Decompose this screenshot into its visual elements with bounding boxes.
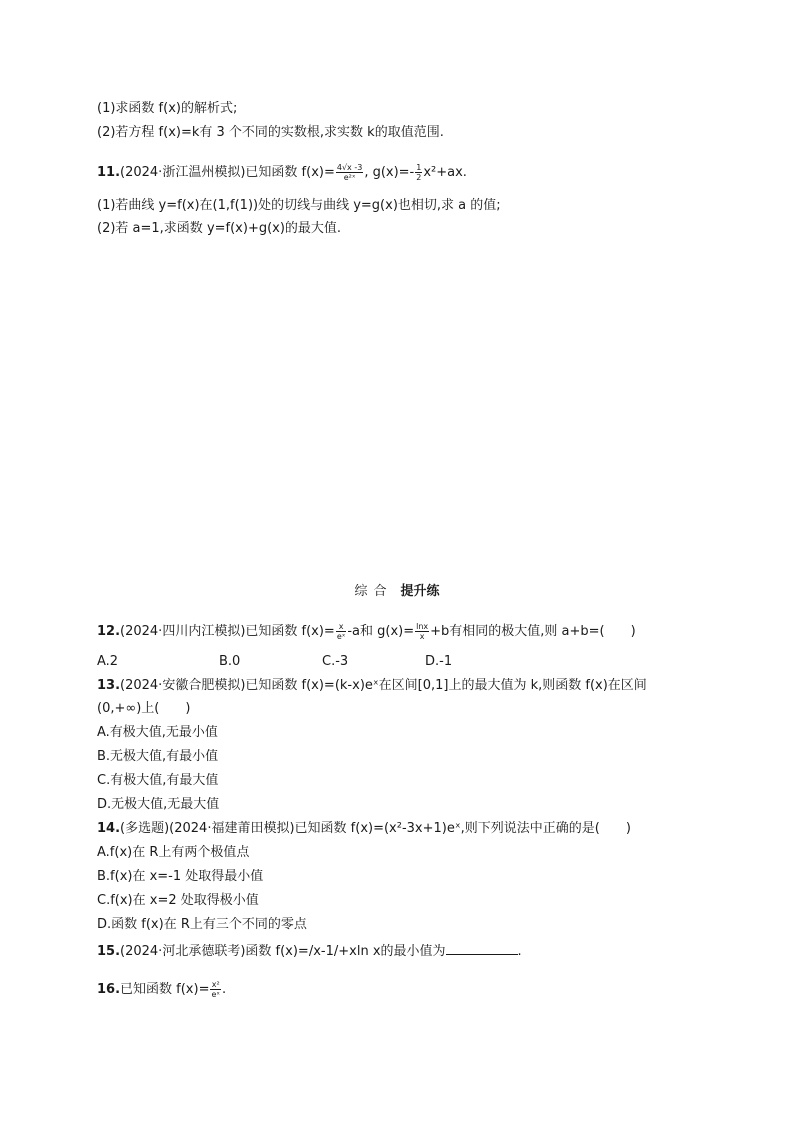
q15-stem-text: (2024·河北承德联考)函数 f(x)=/x-1/+xln x的最小值为 <box>120 944 446 959</box>
section-title <box>0 580 794 599</box>
q15-number: 15. <box>97 944 121 959</box>
q13-line2: (0,+∞)上( ) <box>97 701 191 716</box>
q12-stem <box>97 622 636 641</box>
q12-options <box>97 654 557 670</box>
q11-g-tail: x²+ax. <box>423 165 467 180</box>
q15-stem <box>97 942 522 960</box>
q11-f-fraction: $\frac{4√x -3}{\text{e²ˣ}}$ <box>336 163 363 182</box>
q16-f-fraction: $\frac{\text{x²}}{\text{eˣ}}$ <box>211 980 220 999</box>
q14-number: 14. <box>97 821 121 836</box>
section-title-b: 提升练 <box>400 584 440 599</box>
q16-number: 16. <box>97 982 121 997</box>
q12-g-fraction: $\frac{\ln x}{x}$ <box>416 622 429 641</box>
q11-part2: (2)若 a=1,求函数 y=f(x)+g(x)的最大值. <box>97 221 342 236</box>
q16-end: . <box>221 982 227 997</box>
section-title-a: 综合 <box>354 584 393 599</box>
q11-part1: (1)若曲线 y=f(x)在(1,f(1))处的切线与曲线 y=g(x)也相切,求 a 的值; <box>97 198 501 213</box>
q12-option-b: B.0 <box>219 654 241 669</box>
q12-stem-c: +b有相同的极大值,则 a+b=( ) <box>430 624 636 639</box>
q13-line1-text: (2024·安徽合肥模拟)已知函数 f(x)=(k-x)eˣ在区间[0,1]上的最大值为 k,则函数 f(x)在区间 <box>120 678 647 693</box>
q11-g-fraction: $\frac{1}{2}$ <box>416 163 422 182</box>
q12-stem-a: (2024·四川内江模拟)已知函数 f(x)= <box>120 624 335 639</box>
q14-option-c: C.f(x)在 x=2 处取得极小值 <box>97 893 259 908</box>
q10-part1: (1)求函数 f(x)的解析式; <box>97 101 238 116</box>
q16-stem-text: 已知函数 f(x)= <box>120 982 210 997</box>
q13-line1 <box>97 678 647 694</box>
q13-number: 13. <box>97 678 121 693</box>
q15-answer-blank[interactable] <box>446 942 518 955</box>
q11-number: 11. <box>97 165 121 180</box>
q12-number: 12. <box>97 624 121 639</box>
q11-f-lhs: f(x)= <box>301 165 335 180</box>
q13-option-c: C.有极大值,有最大值 <box>97 773 219 788</box>
q11-stem <box>97 163 467 182</box>
q10-part2: (2)若方程 f(x)=k有 3 个不同的实数根,求实数 k的取值范围. <box>97 125 444 140</box>
q13-option-b: B.无极大值,有最小值 <box>97 749 219 764</box>
q11-g-text: , g(x)=- <box>364 165 415 180</box>
q15-end: . <box>517 944 522 959</box>
q12-option-d: D.-1 <box>425 654 453 669</box>
q14-stem-text: (多选题)(2024·福建莆田模拟)已知函数 f(x)=(x²-3x+1)eˣ,则下列说法中正确的是( ) <box>120 821 631 836</box>
q12-option-a: A.2 <box>97 654 119 669</box>
q14-stem <box>97 821 631 837</box>
q13-option-d: D.无极大值,无最大值 <box>97 797 220 812</box>
q12-stem-b: -a和 g(x)= <box>347 624 415 639</box>
q14-option-b: B.f(x)在 x=-1 处取得最小值 <box>97 869 264 884</box>
q11-source: (2024·浙江温州模拟)已知函数 <box>120 165 298 180</box>
q13-option-a: A.有极大值,无最小值 <box>97 725 218 740</box>
q12-f-fraction: $\frac{x}{\text{eˣ}}$ <box>336 622 346 641</box>
q16-stem <box>97 980 226 999</box>
q14-option-a: A.f(x)在 R上有两个极值点 <box>97 845 250 860</box>
q14-option-d: D.函数 f(x)在 R上有三个不同的零点 <box>97 917 307 932</box>
q12-option-c: C.-3 <box>322 654 349 669</box>
